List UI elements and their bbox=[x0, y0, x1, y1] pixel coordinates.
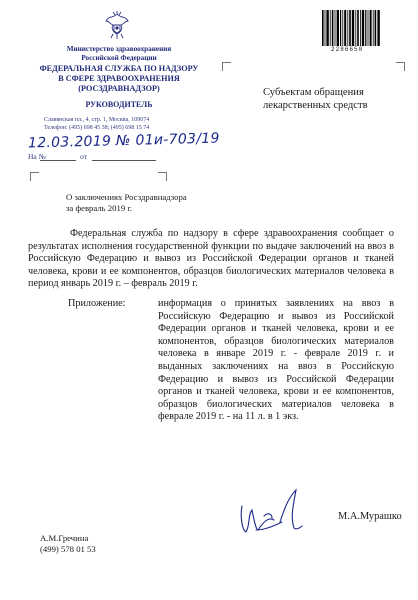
handwritten-outgoing-number: 12.03.2019 № 01и-703/19 bbox=[27, 130, 220, 152]
subject-line-2: за февраль 2019 г. bbox=[66, 203, 133, 213]
barcode-number: 2286650 bbox=[331, 46, 364, 53]
recipient-line-2: лекарственных средств bbox=[263, 100, 368, 111]
handwritten-signature-icon bbox=[234, 486, 304, 536]
barcode-icon bbox=[322, 10, 380, 46]
ministry-line-1: Министерство здравоохранения bbox=[66, 45, 172, 53]
agency-line-1: ФЕДЕРАЛЬНАЯ СЛУЖБА ПО НАДЗОРУ bbox=[39, 64, 199, 73]
ministry-line-2: Российской Федерации bbox=[81, 53, 157, 62]
corner-mark bbox=[158, 172, 167, 181]
executor-name: А.М.Гречина bbox=[40, 533, 89, 543]
subject-block bbox=[66, 192, 187, 214]
recipient-block bbox=[263, 86, 403, 112]
signer-name: М.А.Мурашко bbox=[338, 511, 402, 522]
head-title: РУКОВОДИТЕЛЬ bbox=[85, 100, 153, 109]
ot-label: от bbox=[80, 152, 87, 161]
na-label: На № bbox=[28, 152, 46, 161]
agency-line-3: (РОСЗДРАВНАДЗОР) bbox=[78, 84, 160, 93]
recipient-line-1: Субъектам обращения bbox=[263, 87, 364, 98]
address-block bbox=[44, 117, 149, 132]
corner-mark bbox=[222, 62, 231, 71]
letter-body: Федеральная служба по надзору в сфере здравоохранения сообщает о результатах исполнения государственной функции по выдаче заключений на ввоз в Российскую Федерацию и вывоз из Российской Федерации органов и тканей человека, крови и ее компонентов, образцов биологических материалов человека в период январь 2019 г. – февраль 2019 г. bbox=[28, 228, 394, 290]
phone-line: Телефон: (495) 698 45 38; (495) 698 15 74 bbox=[44, 124, 150, 131]
attachment-text: информация о принятых заявлениях на ввоз в Российскую Федерацию и вывоз из Российской Федерации органов и тканей человека, крови и ее компонентов, образцов биологических материалов человека в январе 2019 г. - феврале 2019 г. и выданных заключениях на ввоз в Российскую Федерацию и вывоз из Российской Федерации органов и тканей человека, крови и ее компонентов, образцов биологических материалов человека в феврале 2019 г. - на 11 л. в 1 экз. bbox=[158, 298, 394, 423]
russian-coat-of-arms-icon bbox=[104, 10, 130, 40]
attachment-label: Приложение: bbox=[68, 298, 126, 309]
ot-date-line bbox=[92, 160, 156, 161]
corner-mark bbox=[396, 62, 405, 71]
executor-phone: (499) 578 01 53 bbox=[40, 544, 96, 554]
ministry-name bbox=[24, 45, 214, 62]
executor-block bbox=[40, 533, 96, 555]
agency-line-2: В СФЕРЕ ЗДРАВООХРАНЕНИЯ bbox=[58, 74, 180, 83]
subject-line-1: О заключениях Росздравнадзора bbox=[66, 192, 187, 202]
address-line: Славянская пл., 4, стр. 1, Москва, 109074 bbox=[44, 117, 150, 123]
agency-name bbox=[24, 64, 214, 94]
corner-mark bbox=[30, 172, 39, 181]
